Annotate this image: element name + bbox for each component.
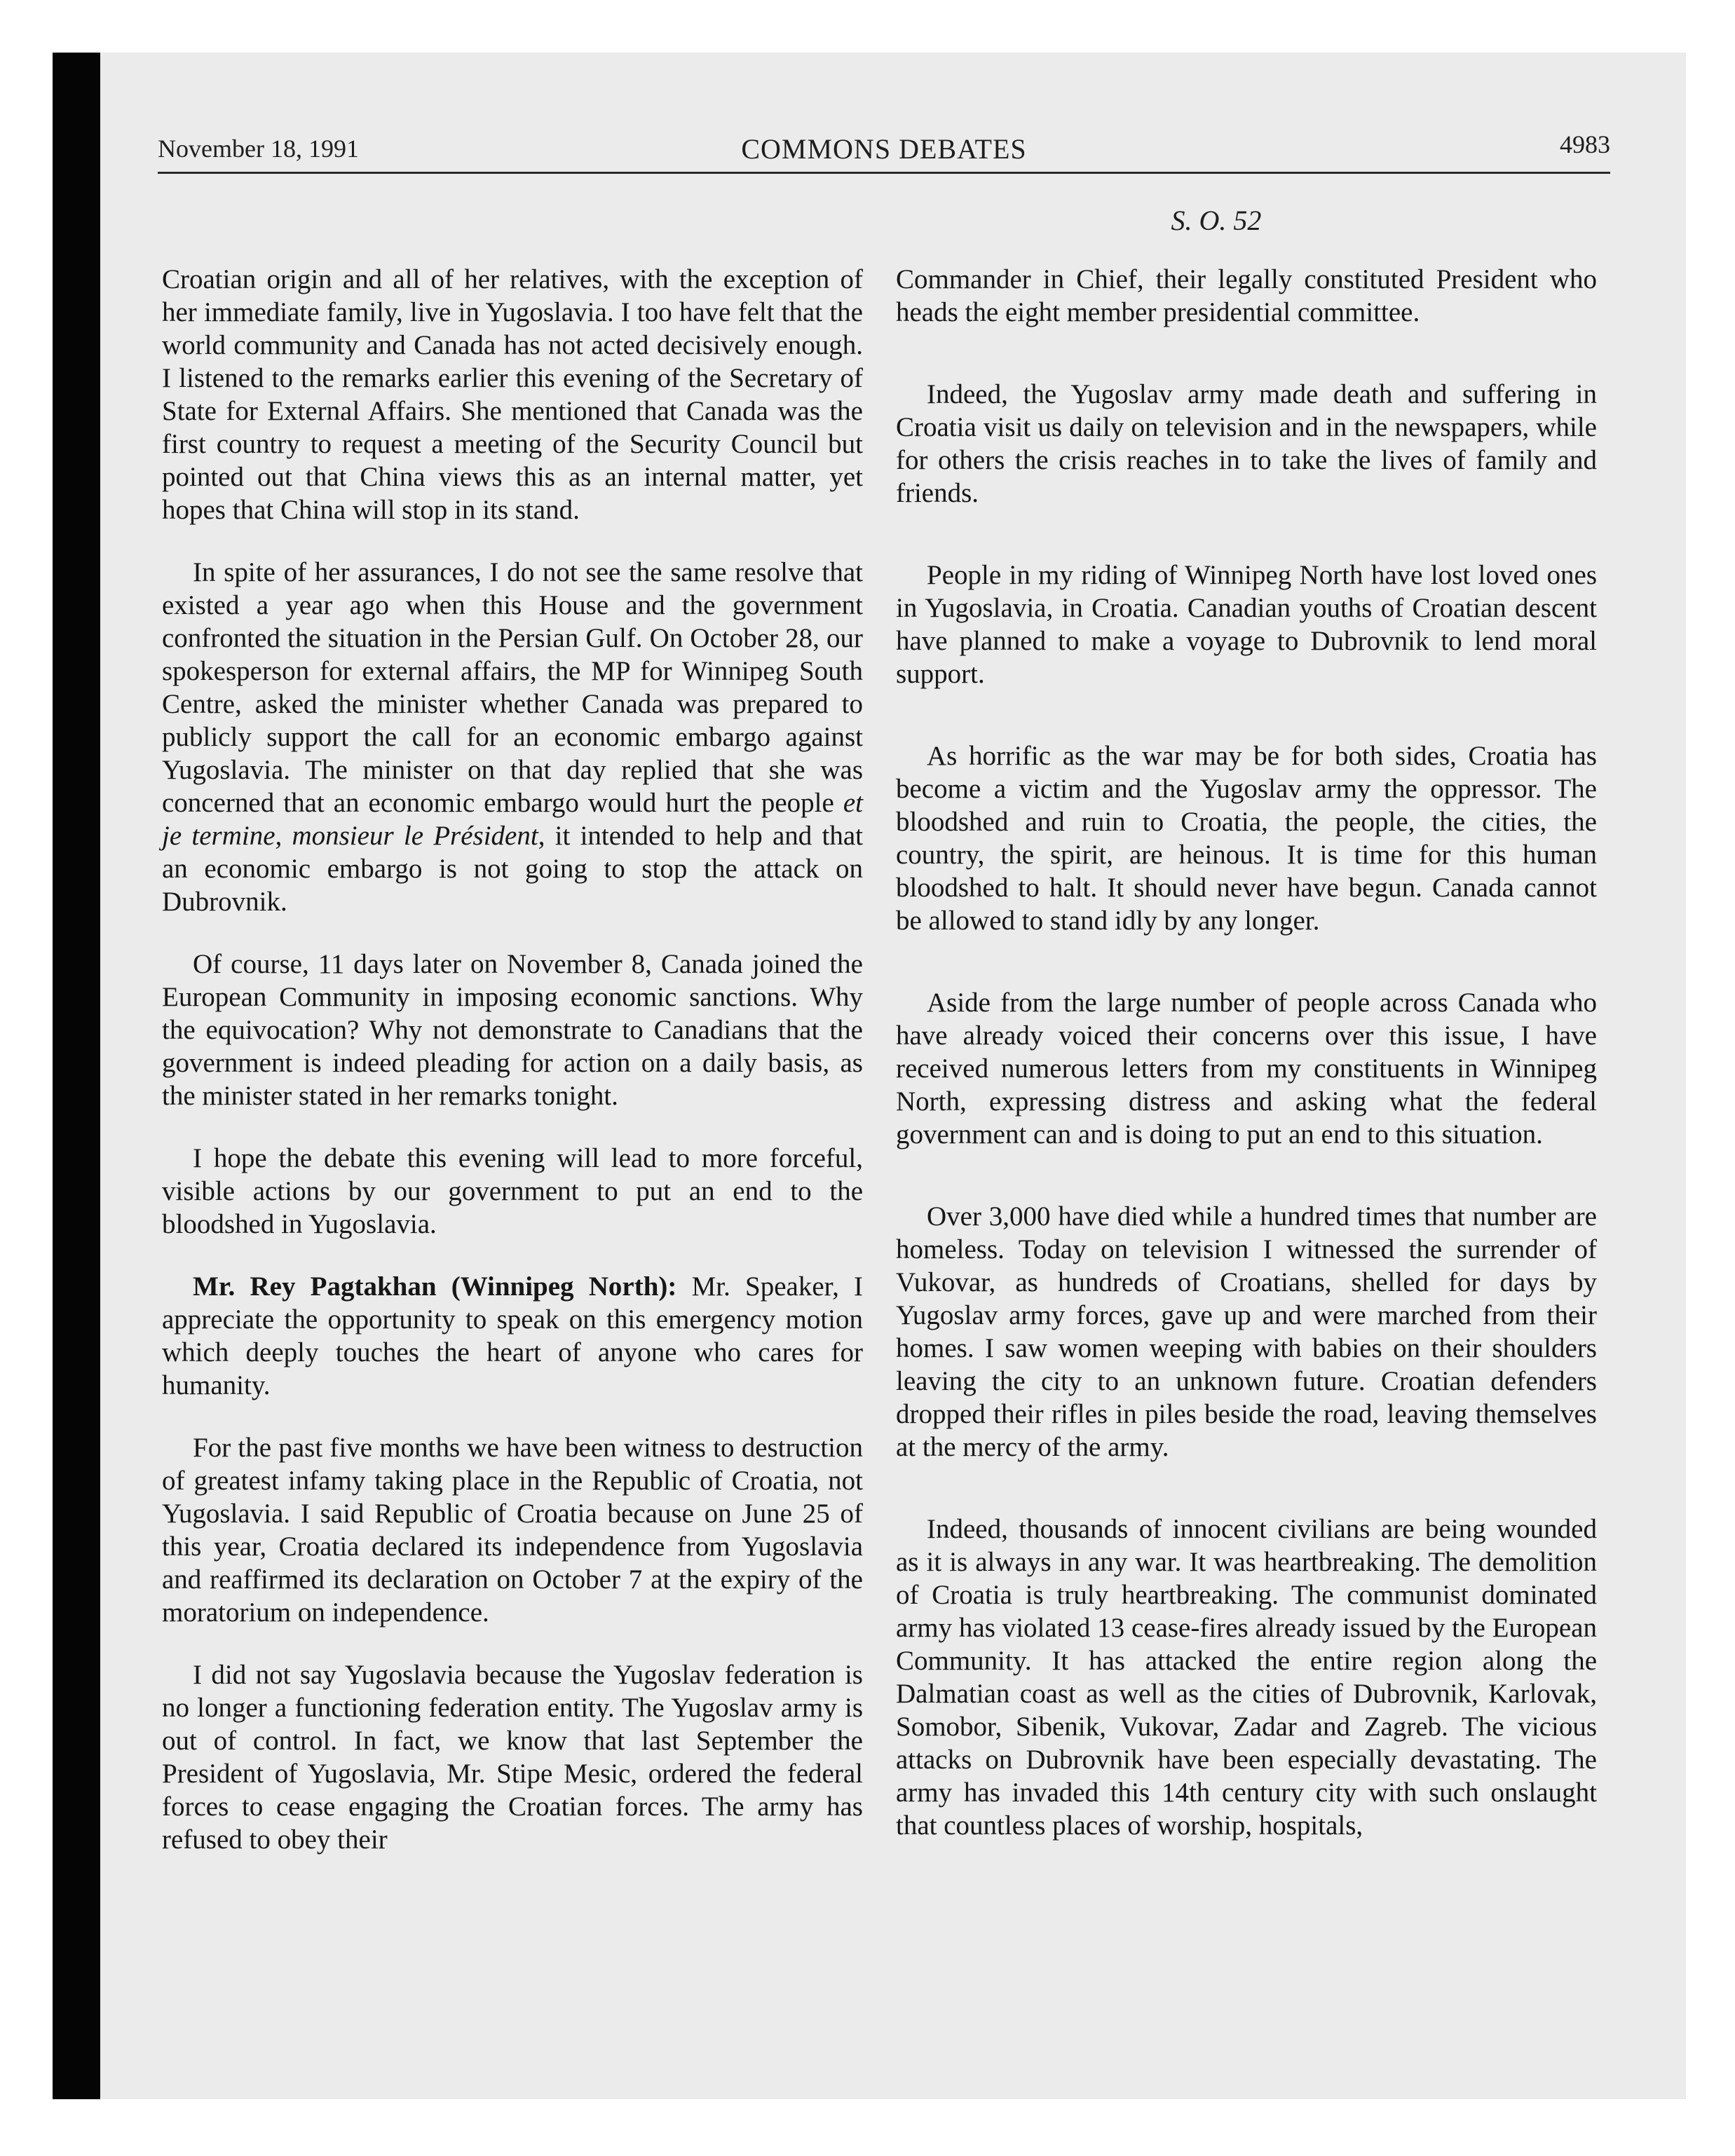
paragraph-text: , it intended to help and that an economic embargo is not going to stop the attack on Dubrovnik. — [162, 821, 864, 917]
header-page-number: 4983 — [1560, 130, 1610, 158]
paragraph: Indeed, the Yugoslav army made death and suffering in Croatia visit us daily on television and in the newspapers, while for others the crisis reaches in to take the lives of family and friends. — [896, 379, 1597, 508]
paragraph: For the past five months we have been witness to destruction of greatest infamy taking place in the Republic of Croatia, not Yugoslavia. I said Republic of Croatia because on June 25 of this year, Croatia declared its independence from Yugoslavia and reaffirmed its declaration on October 7 at the expiry of the moratorium on independence. — [162, 1433, 863, 1628]
scanned-page — [53, 53, 1686, 2099]
paragraph: Indeed, thousands of innocent civilians are being wounded as it is always in any war. It was heartbreaking. The demolition of Croatia is truly heartbreaking. The communist dominated army has violated 13 cease-fires already issued by the European Community. It has attacked the entire region along the Dalmatian coast as well as the cities of Dubrovnik, Karlovak, Somobor, Sibenik, Vukovar, Zadar and Zagreb. The vicious attacks on Dubrovnik have been especially devastating. The army has invaded this 14th century city with such onslaught that countless places of worship, hospitals, — [896, 1514, 1597, 1841]
paragraph-text: Mr. Speaker, I appreciate the opportunity to speak on this emergency motion which deeply touches the heart of anyone who cares for humanity. — [162, 1271, 863, 1400]
french-phrase: et je termine, monsieur le Président — [162, 788, 863, 851]
paragraph: I did not say Yugoslavia because the Yugoslav federation is no longer a functioning federation entity. The Yugoslav army is out of control. In fact, we know that last September the President of Yugoslavia, Mr. Stipe Mesic, ordered the federal forces to cease engaging the Croatian forces. The army has refused to obey their — [162, 1660, 863, 1855]
left-column — [162, 263, 863, 1885]
speaker-name: Mr. Rey Pagtakhan (Winnipeg North): — [193, 1271, 677, 1302]
paragraph: People in my riding of Winnipeg North have lost loved ones in Yugoslavia, in Croatia. Canadian youths of Croatian descent have planned to make a voyage to Dubrovnik to lend moral support. — [896, 560, 1597, 689]
paragraph: I hope the debate this evening will lead to more forceful, visible actions by our government to put an end to the bloodshed in Yugoslavia. — [162, 1143, 863, 1239]
scan-edge-bar — [53, 53, 100, 2099]
paragraph: As horrific as the war may be for both sides, Croatia has become a victim and the Yugoslav army the oppressor. The bloodshed and ruin to Croatia, the people, the cities, the country, the spirit, are heinous. It is time for this human bloodshed to halt. It should never have begun. Canada cannot be allowed to stand idly by any longer. — [896, 741, 1597, 936]
paragraph — [162, 556, 863, 918]
paragraph: Croatian origin and all of her relatives, with the exception of her immediate family, live in Yugoslavia. I too have felt that the world community and Canada has not acted decisively enough. I listened to the remarks earlier this evening of the Secretary of State for External Affairs. She mentioned that Canada was the first country to request a meeting of the Security Council but pointed out that China views this as an internal matter, yet hopes that China will stop in its stand. — [162, 264, 863, 525]
header-title: COMMONS DEBATES — [741, 133, 1027, 165]
paragraph — [162, 1270, 863, 1402]
paragraph: Of course, 11 days later on November 8, Canada joined the European Community in imposing economic sanctions. Why the equivocation? Why not demonstrate to Canadians that the government is indeed pleading for action on a daily basis, as the minister stated in her remarks tonight. — [162, 949, 863, 1111]
paragraph-text: In spite of her assurances, I do not see the same resolve that existed a year ago when this House and the government confronted the situation in the Persian Gulf. On October 28, our spokesperson for external affairs, the MP for Winnipeg South Centre, asked the minister whether Canada was prepared to publicly support the call for an economic embargo against Yugoslavia. The minister on that day replied that she was concerned that an economic embargo would hurt the people — [162, 557, 863, 818]
header-date: November 18, 1991 — [158, 135, 359, 163]
right-column — [896, 263, 1597, 1891]
paragraph: Over 3,000 have died while a hundred times that number are homeless. Today on television I witnessed the surrender of Vukovar, as hundreds of Croatians, shelled for days by Yugoslav army forces, gave up and were marched from their homes. I saw women weeping with babies on their shoulders leaving the city to an unknown future. Croatian defenders dropped their rifles in piles beside the road, leaving themselves at the mercy of the army. — [896, 1201, 1597, 1462]
page-header — [158, 128, 1610, 174]
paragraph: Commander in Chief, their legally constituted President who heads the eight member presidential committee. — [896, 264, 1597, 327]
paragraph: Aside from the large number of people across Canada who have already voiced their concerns over this issue, I have received numerous letters from my constituents in Winnipeg North, expressing distress and asking what the federal government can and is doing to put an end to this situation. — [896, 988, 1597, 1149]
standing-order-label: S. O. 52 — [1171, 205, 1262, 236]
